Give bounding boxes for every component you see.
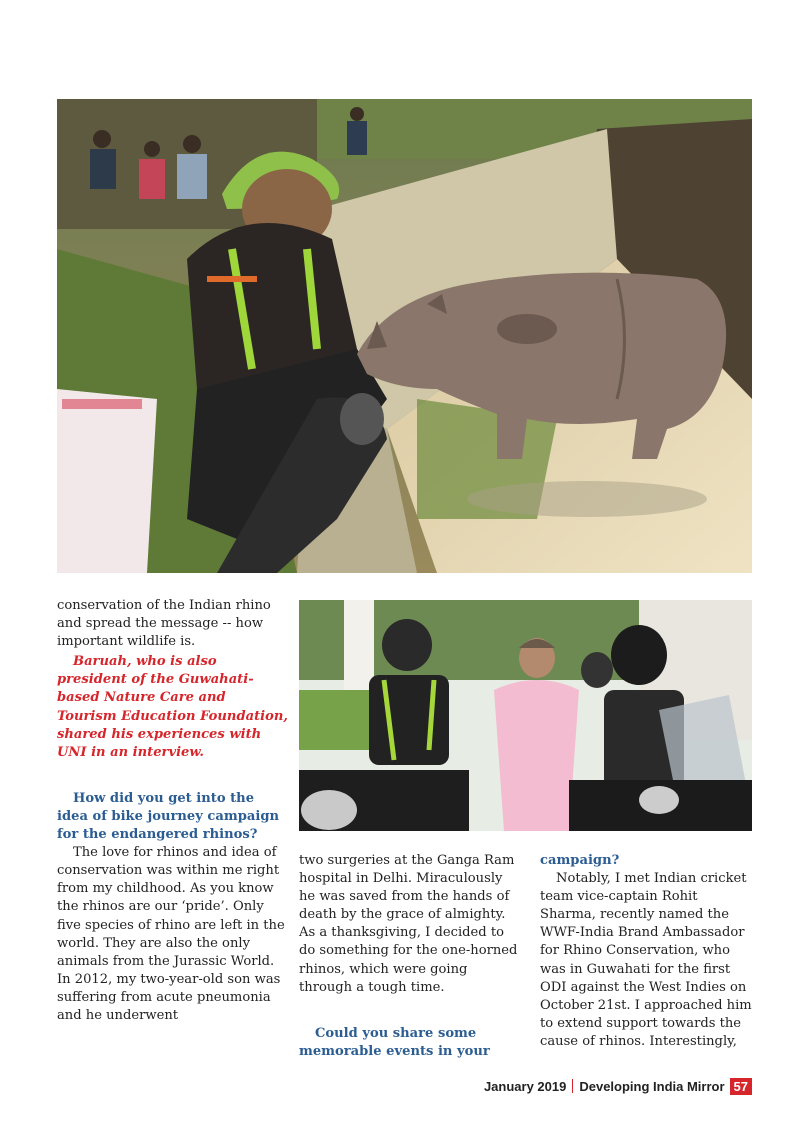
text-column-1: [57, 597, 289, 1025]
paragraph: Notably, I met Indian cricket team vice-captain Rohit Sharma, recently named the WWF-India Brand Ambassador for Rhino Conservation, who was in Guwahati for the first ODI against the West Indies on October 21st. I approached him to extend support towards the cause of rhinos. Interestingly,: [540, 871, 752, 1049]
interview-question: How did you get into the idea of bike journey campaign for the endangered rhinos?: [57, 790, 280, 843]
paragraph: conservation of the Indian rhino and spread the message -- how important wildlife is.: [57, 598, 271, 650]
intro-highlight: Baruah, who is also president of the Guwahati-based Nature Care and Tourism Education Foundation, shared his experiences with UNI in an interview.: [57, 654, 288, 760]
interview-question: Could you share some memorable events in your: [299, 1025, 490, 1059]
bikers-with-woman-photo: [299, 600, 752, 831]
interview-question-end: campaign?: [540, 853, 620, 868]
text-column-3: [540, 852, 752, 1051]
page-footer: [484, 1076, 752, 1096]
text-column-2: [299, 852, 519, 1061]
rider-feeding-rhino-photo: [57, 99, 752, 573]
issue-date: January 2019: [483, 1078, 567, 1094]
paragraph: two surgeries at the Ganga Ram hospital in Delhi. Miraculously he was saved from the hands of death by the grace of almighty. As a thanksgiving, I decided to do something for the one-horned rhinos, which were going through a tough time.: [299, 853, 518, 995]
footer-divider: [572, 1079, 573, 1093]
page-number: 57: [730, 1078, 752, 1095]
paragraph: The love for rhinos and idea of conservation was within me right from my childhood. As you know the rhinos are our ‘pride’. Only five species of rhino are left in the world. They are also the only animals from the Jurassic World. In 2012, my two-year-old son was suffering from acute pneumonia and he underwent: [57, 845, 285, 1023]
magazine-name: Developing India Mirror: [579, 1078, 725, 1094]
